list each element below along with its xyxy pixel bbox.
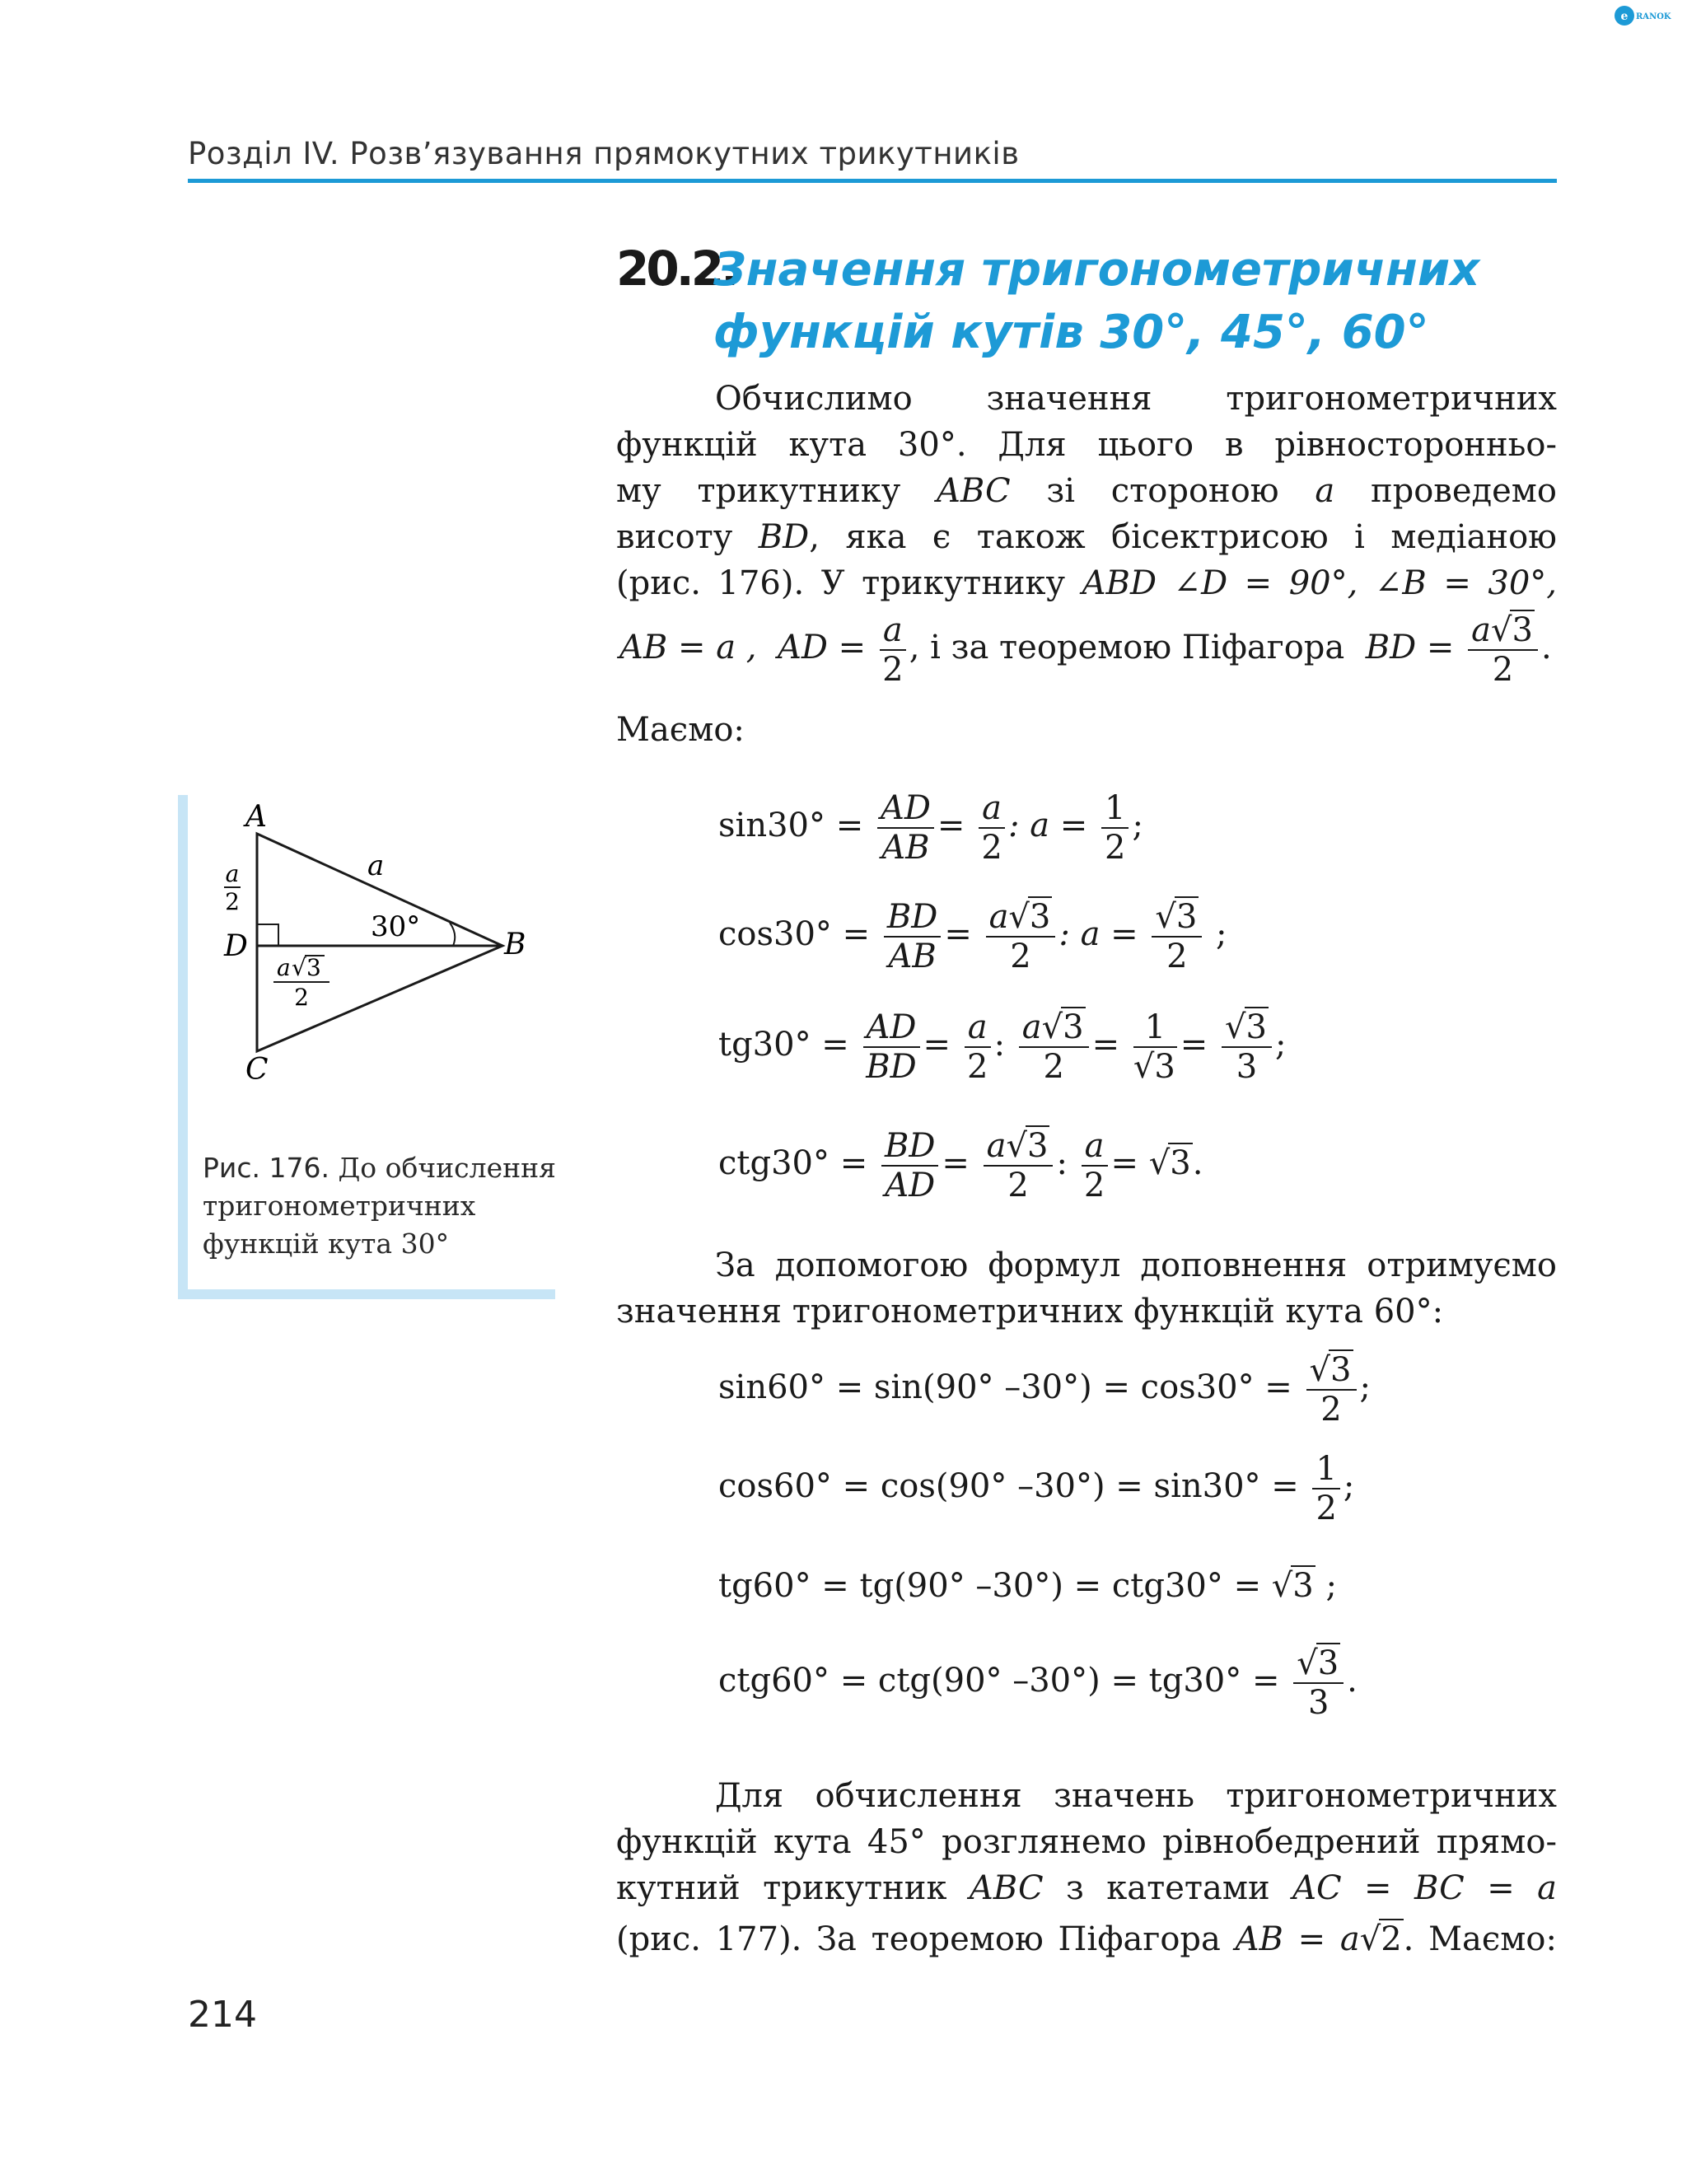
section-title: [713, 239, 1479, 364]
formula-tg30: tg30° = $\frac{AD}{BD}$ = $\frac{a}{2}$ : $\frac{a√3}{2}$ = $\frac{1}{√3}$ = $\frac{√3}{3}$ ;: [718, 1008, 1287, 1086]
fraction: $\frac{a√3}{2}$: [1468, 611, 1538, 689]
logo-text: RANOK: [1636, 12, 1671, 21]
formula-tg60: tg60° = tg(90° –30°) = ctg30° = √3 ;: [718, 1567, 1337, 1605]
right-angle-mark: [257, 924, 278, 946]
label-side-a: a: [367, 849, 385, 882]
text-line: Обчислимо значення тригонометричних: [715, 380, 1557, 418]
formula-cos30: cos30° = $\frac{BD}{AB}$ = $\frac{a√3}{2}$ : a = $\frac{√3}{2}$ ;: [718, 898, 1227, 975]
section-title-line-1: Значення тригонометричних: [713, 243, 1480, 297]
label-d-vertex: D: [224, 929, 248, 963]
label-bd-num: a: [277, 954, 291, 981]
label-half-num: a: [225, 860, 240, 887]
label-bd-den: 2: [294, 984, 309, 1011]
text-line: За допомогою формул доповнення отримуємо: [715, 1246, 1557, 1284]
svg-text:e: e: [1620, 10, 1629, 23]
chapter-header: Розділ IV. Розв’язування прямокутних трикутників: [188, 136, 1020, 171]
formula-sin60: sin60° = sin(90° –30°) = cos30° = $\frac{√3}{2}$ ;: [718, 1351, 1371, 1429]
caption-label: Рис. 176.: [203, 1152, 329, 1184]
text-line: кутний трикутник ABC з катетами AC = BC = a: [616, 1869, 1558, 1907]
text-line: висоту BD, яка є також бісектрисою і медіаною: [616, 518, 1557, 556]
formula-sin30: sin30° = $\frac{AD}{AB}$ = $\frac{a}{2}$ : a = $\frac{1}{2}$ ;: [718, 789, 1143, 867]
section-title-line-2: функцій кутів 30°, 45°, 60°: [713, 306, 1429, 359]
text-line: значення тригонометричних функцій кута 60°:: [616, 1293, 1444, 1331]
intro-formula-line: AB = a , AD = $\frac{a}{2}$ , і за теоремою Піфагора BD = $\frac{a√3}{2}$ .: [619, 611, 1552, 689]
formula-ctg30: ctg30° = $\frac{BD}{AD}$ = $\frac{a√3}{2}$ : $\frac{a}{2}$ = √3.: [718, 1127, 1203, 1204]
complement-paragraph: [616, 1242, 1557, 1335]
label-half-den: 2: [225, 888, 240, 915]
intro-paragraph-end: [616, 707, 1557, 753]
isosceles-paragraph: [616, 1773, 1557, 1962]
page-number: 214: [188, 1994, 257, 2036]
label-b-vertex: B: [504, 928, 526, 961]
label-c-vertex: C: [245, 1053, 269, 1087]
text-line: (рис. 176). У трикутнику ABD ∠D = 90°, ∠B = 30°,: [616, 564, 1558, 602]
intro-paragraph: [616, 376, 1557, 606]
label-bd-radical: √: [292, 954, 306, 981]
label-a-vertex: A: [245, 800, 267, 834]
publisher-logo: [1613, 2, 1685, 30]
angle-arc: [450, 923, 455, 946]
section-number: 20.2.: [616, 241, 736, 297]
text-line: (рис. 177). За теоремою Піфагора AB = a√2. Маємо:: [616, 1920, 1557, 1958]
formula-cos60: cos60° = cos(90° –30°) = sin30° = $\frac{1}{2}$ ;: [718, 1450, 1355, 1527]
figure-176-triangle: [206, 799, 552, 1096]
text-line: му трикутнику ABC зі стороною a проведемо: [616, 472, 1557, 510]
figure-caption: Рис. 176. До обчислення тригонометричних функцій кута 30°: [203, 1152, 556, 1260]
header-rule: [188, 179, 1557, 183]
label-angle-30: 30°: [371, 910, 421, 943]
fraction: $\frac{a}{2}$: [880, 611, 906, 689]
text-line: функцій кута 45° розглянемо рівнобедрений прямо-: [616, 1823, 1557, 1861]
label-bd-root: 3: [306, 954, 321, 981]
text-line: Для обчислення значень тригонометричних: [715, 1777, 1557, 1815]
formula-ctg60: ctg60° = ctg(90° –30°) = tg30° = $\frac{√3}{3}$ .: [718, 1644, 1358, 1722]
figure-accent-bar: [178, 795, 188, 1298]
text-line: функцій кута 30°. Для цього в рівносторонньо-: [616, 426, 1557, 464]
text-line: Маємо:: [616, 711, 745, 749]
figure-accent-bottom: [178, 1289, 555, 1299]
